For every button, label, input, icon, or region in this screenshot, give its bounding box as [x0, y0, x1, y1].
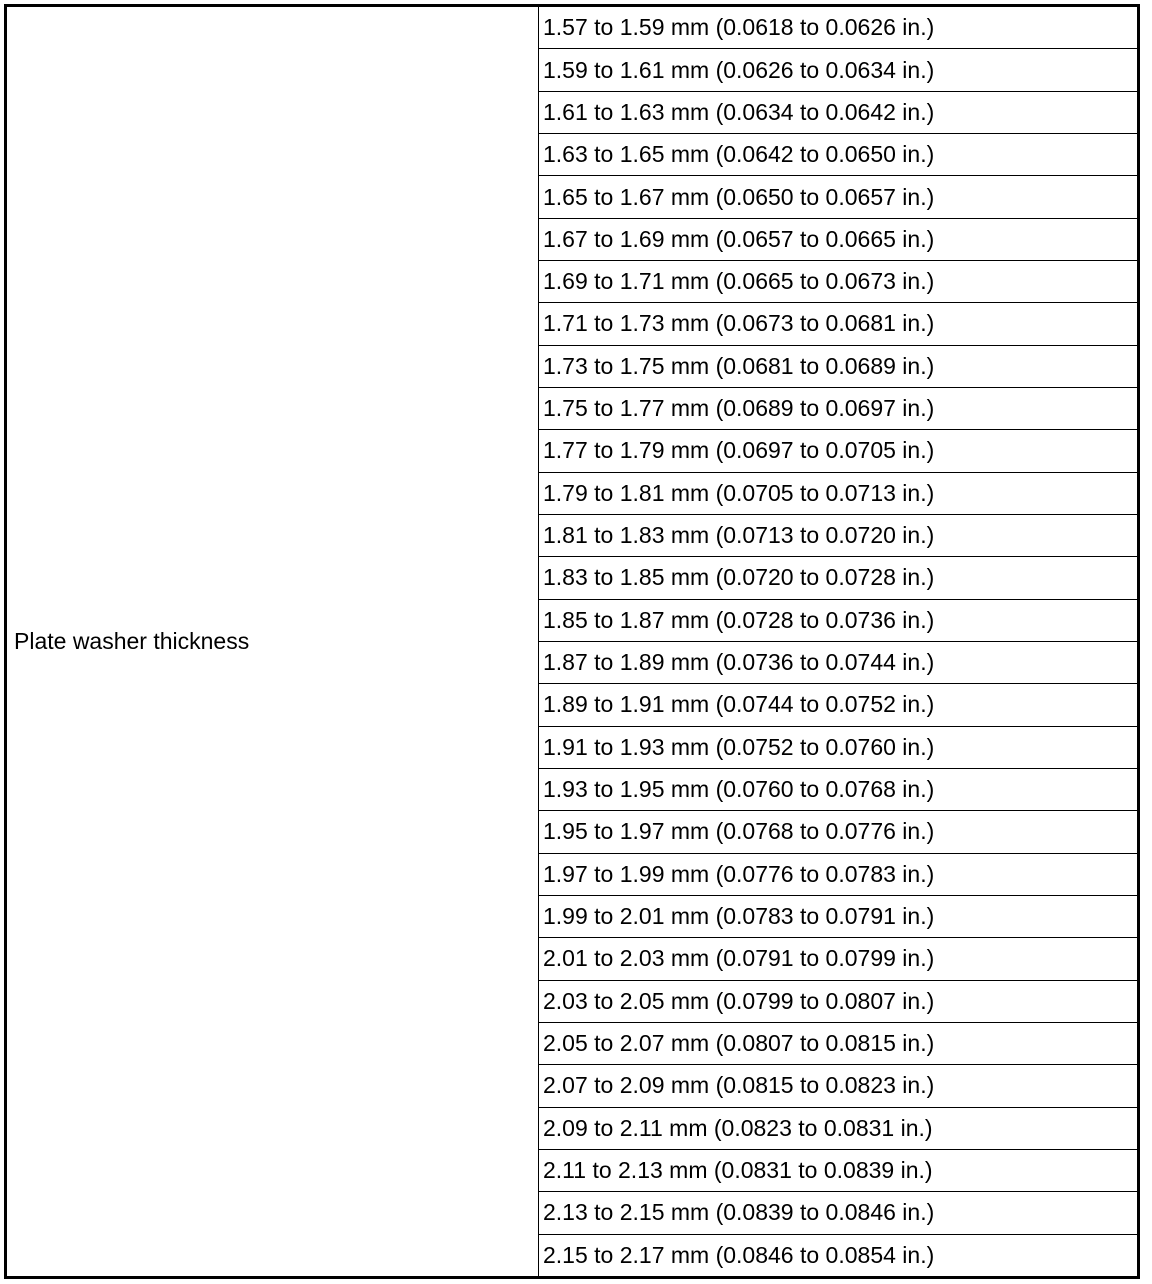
value-cell: 1.59 to 1.61 mm (0.0626 to 0.0634 in.)	[539, 49, 1139, 91]
value-cell: 1.93 to 1.95 mm (0.0760 to 0.0768 in.)	[539, 768, 1139, 810]
value-cell: 1.83 to 1.85 mm (0.0720 to 0.0728 in.)	[539, 557, 1139, 599]
spec-table	[4, 4, 1140, 1279]
spec-table-body	[6, 6, 1139, 1278]
value-cell: 1.69 to 1.71 mm (0.0665 to 0.0673 in.)	[539, 261, 1139, 303]
value-cell: 2.09 to 2.11 mm (0.0823 to 0.0831 in.)	[539, 1107, 1139, 1149]
value-cell: 2.01 to 2.03 mm (0.0791 to 0.0799 in.)	[539, 938, 1139, 980]
value-cell: 1.75 to 1.77 mm (0.0689 to 0.0697 in.)	[539, 387, 1139, 429]
value-cell: 1.57 to 1.59 mm (0.0618 to 0.0626 in.)	[539, 6, 1139, 49]
value-cell: 1.77 to 1.79 mm (0.0697 to 0.0705 in.)	[539, 430, 1139, 472]
value-cell: 2.11 to 2.13 mm (0.0831 to 0.0839 in.)	[539, 1149, 1139, 1191]
value-cell: 2.15 to 2.17 mm (0.0846 to 0.0854 in.)	[539, 1234, 1139, 1277]
value-cell: 2.05 to 2.07 mm (0.0807 to 0.0815 in.)	[539, 1022, 1139, 1064]
table-row	[6, 6, 1139, 49]
value-cell: 2.03 to 2.05 mm (0.0799 to 0.0807 in.)	[539, 980, 1139, 1022]
value-cell: 1.73 to 1.75 mm (0.0681 to 0.0689 in.)	[539, 345, 1139, 387]
value-cell: 1.89 to 1.91 mm (0.0744 to 0.0752 in.)	[539, 684, 1139, 726]
value-cell: 2.07 to 2.09 mm (0.0815 to 0.0823 in.)	[539, 1065, 1139, 1107]
value-cell: 1.97 to 1.99 mm (0.0776 to 0.0783 in.)	[539, 853, 1139, 895]
value-cell: 1.99 to 2.01 mm (0.0783 to 0.0791 in.)	[539, 895, 1139, 937]
value-cell: 1.87 to 1.89 mm (0.0736 to 0.0744 in.)	[539, 641, 1139, 683]
label-cell-plate-washer-thickness: Plate washer thickness	[6, 6, 539, 1278]
value-cell: 1.71 to 1.73 mm (0.0673 to 0.0681 in.)	[539, 303, 1139, 345]
value-cell: 1.65 to 1.67 mm (0.0650 to 0.0657 in.)	[539, 176, 1139, 218]
value-cell: 1.61 to 1.63 mm (0.0634 to 0.0642 in.)	[539, 91, 1139, 133]
value-cell: 1.79 to 1.81 mm (0.0705 to 0.0713 in.)	[539, 472, 1139, 514]
value-cell: 1.63 to 1.65 mm (0.0642 to 0.0650 in.)	[539, 134, 1139, 176]
value-cell: 1.81 to 1.83 mm (0.0713 to 0.0720 in.)	[539, 514, 1139, 556]
value-cell: 1.85 to 1.87 mm (0.0728 to 0.0736 in.)	[539, 599, 1139, 641]
value-cell: 1.91 to 1.93 mm (0.0752 to 0.0760 in.)	[539, 726, 1139, 768]
value-cell: 2.13 to 2.15 mm (0.0839 to 0.0846 in.)	[539, 1192, 1139, 1234]
value-cell: 1.95 to 1.97 mm (0.0768 to 0.0776 in.)	[539, 811, 1139, 853]
value-cell: 1.67 to 1.69 mm (0.0657 to 0.0665 in.)	[539, 218, 1139, 260]
